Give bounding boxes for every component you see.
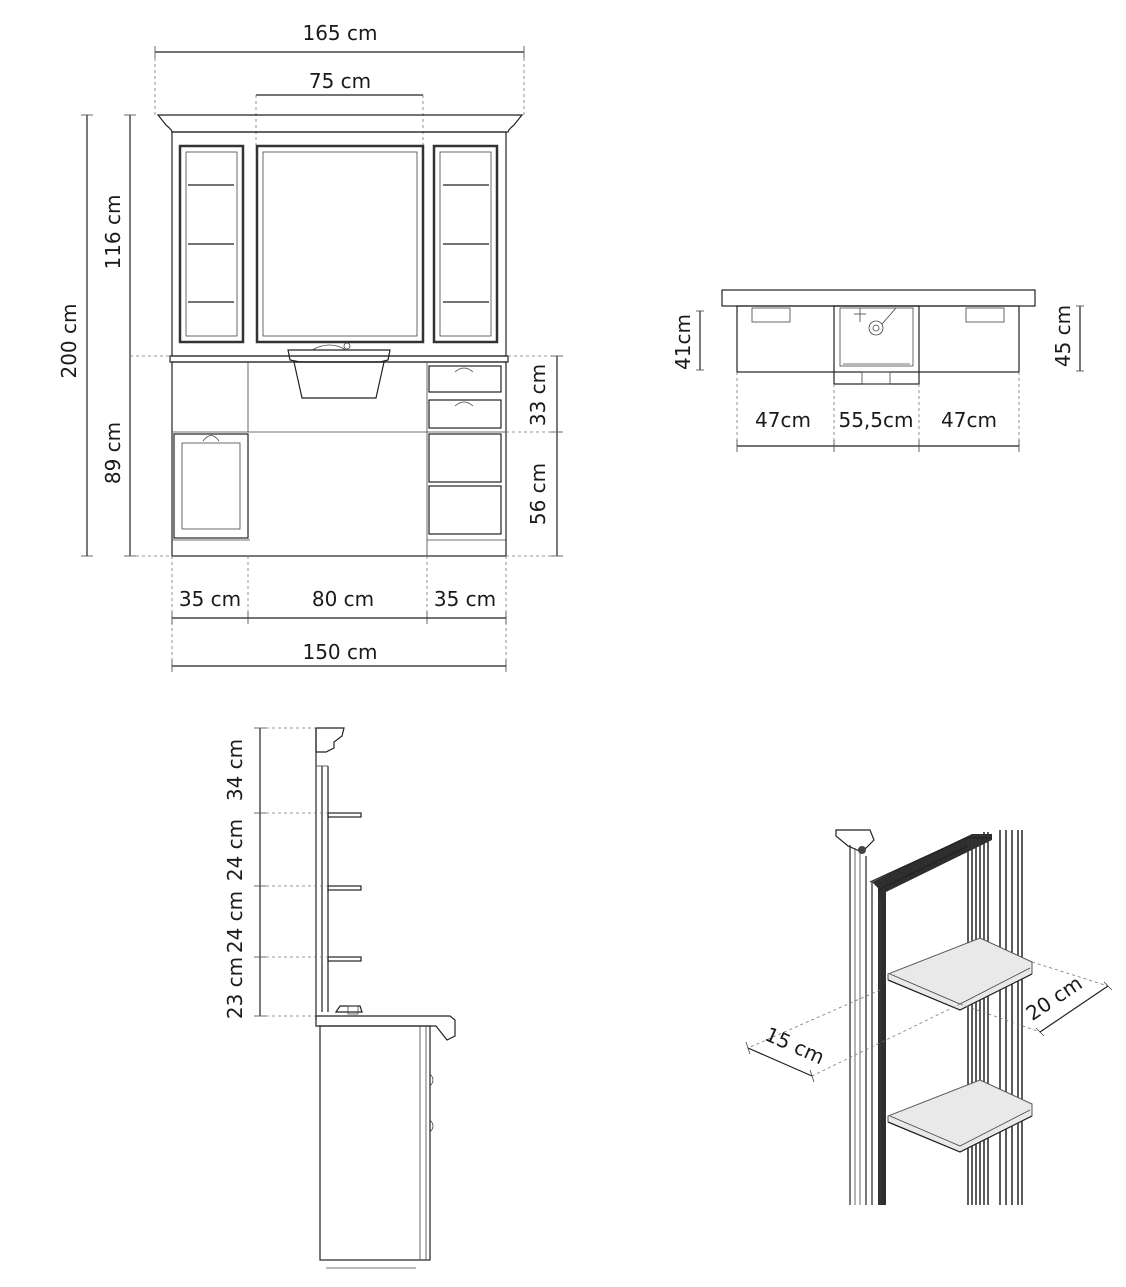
side-shelf-1-label: 34 cm [223, 738, 247, 802]
side-shelf-4-label: 23 cm [223, 956, 247, 1020]
front-view [57, 21, 563, 672]
top-view [671, 290, 1084, 452]
side-shelf-3-label: 24 cm [223, 890, 247, 954]
left-cabinet-width-label: 35 cm [178, 587, 242, 611]
lower-drawer-height-label: 56 cm [526, 462, 550, 526]
top-right-height-label: 45 cm [1051, 304, 1075, 368]
drawer-height-label: 33 cm [526, 363, 550, 427]
top-center-width-label: 55,5cm [838, 408, 914, 432]
shelf-detail-view [746, 830, 1112, 1205]
side-shelf-2-label: 24 cm [223, 818, 247, 882]
center-width-label: 80 cm [311, 587, 375, 611]
top-left-width-label: 47cm [755, 408, 811, 432]
base-width-label: 150 cm [302, 640, 378, 664]
top-right-width-label: 47cm [941, 408, 997, 432]
top-left-height-label: 41cm [671, 314, 695, 370]
shelf-width-label: 15 cm [761, 1021, 829, 1070]
total-height-label: 200 cm [57, 303, 81, 379]
side-view [223, 728, 455, 1268]
total-width-label: 165 cm [302, 21, 378, 45]
mirror-width-label: 75 cm [308, 69, 372, 93]
lower-height-label: 89 cm [101, 421, 125, 485]
right-cabinet-width-label: 35 cm [433, 587, 497, 611]
upper-height-label: 116 cm [101, 194, 125, 270]
shelf-depth-label: 20 cm [1021, 970, 1087, 1026]
